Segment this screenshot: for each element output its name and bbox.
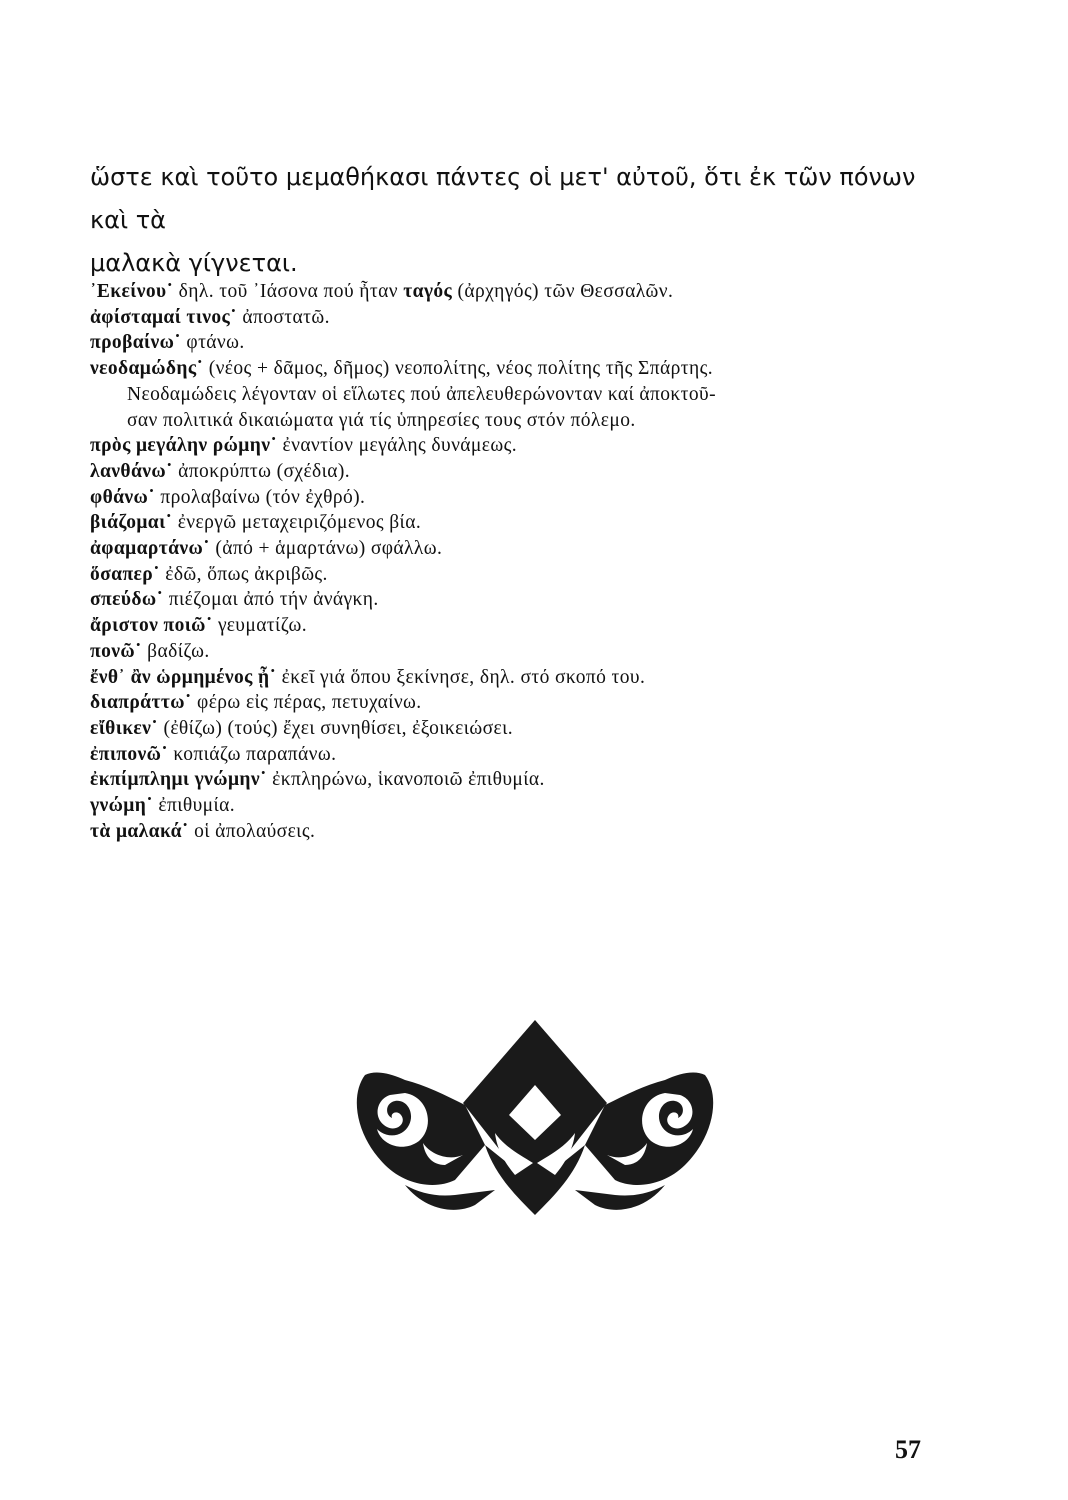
glossary-term: πονῶ˙ xyxy=(90,640,142,662)
glossary-term: διαπράττω˙ xyxy=(90,692,192,714)
glossary-term: βιάζομαι˙ xyxy=(90,512,173,534)
glossary-term: ἐκπίμπλημι γνώμην˙ xyxy=(90,769,267,791)
glossary-definition: ἐνεργῶ μεταχειριζόμενος βία. xyxy=(172,512,422,534)
glossary-entry xyxy=(90,433,970,459)
glossary-definition: ἐναντίον μεγάλης δυνάμεως. xyxy=(277,435,517,457)
glossary-term: ἔνθ᾿ ἂν ὡρμημένος ᾖ˙ xyxy=(90,666,277,688)
glossary-definition: φτάνω. xyxy=(181,332,245,354)
glossary-definition: βαδίζω. xyxy=(141,640,210,662)
glossary-definition: ἀποστατῶ. xyxy=(237,306,330,328)
quote-line-1: ὥστε καὶ τοῦτο μεμαθήκασι πάντες οἱ μετ' αὐτοῦ, ὅτι ἐκ τῶν πόνων καὶ τὰ xyxy=(90,163,916,234)
glossary-continuation-text: Νεοδαμώδεις λέγονταν οἱ εἵλωτες πού ἀπελευθερώνονταν καί ἀποκτοῦ- xyxy=(127,383,716,405)
glossary-definition: φέρω εἰς πέρας, πετυχαίνω. xyxy=(191,692,422,714)
glossary-continuation xyxy=(90,408,970,434)
glossary-term: ταγός xyxy=(403,281,453,302)
glossary-term: προβαίνω˙ xyxy=(90,332,182,354)
glossary-entry xyxy=(90,639,970,665)
glossary-entry xyxy=(90,690,970,716)
glossary-entry xyxy=(90,485,970,511)
glossary-term: ἄριστον ποιῶ˙ xyxy=(90,615,213,637)
glossary-entry xyxy=(90,279,970,305)
glossary-term: φθάνω˙ xyxy=(90,486,156,508)
glossary-term: πρὸς μεγάλην ρώμην˙ xyxy=(90,435,278,457)
glossary-term: νεοδαμώδης˙ xyxy=(90,358,204,380)
glossary-entry xyxy=(90,562,970,588)
glossary-definition: (νέος + δᾶμος, δῆμος) νεοπολίτης, νέος πολίτης τῆς Σπάρτης. xyxy=(203,358,714,380)
glossary-term: ἀφαμαρτάνω˙ xyxy=(90,538,211,560)
glossary-entry xyxy=(90,536,970,562)
glossary-continuation-text: σαν πολιτικά δικαιώματα γιά τίς ὑπηρεσίες τους στόν πόλεμο. xyxy=(127,409,636,431)
glossary-term: ᾿Εκείνου˙ xyxy=(90,281,174,302)
glossary-entry xyxy=(90,330,970,356)
glossary-definition: ἐδῶ, ὅπως ἀκριβῶς. xyxy=(159,563,328,585)
quote-text xyxy=(90,156,950,285)
glossary-entry xyxy=(90,356,970,382)
quote-line-2: μαλακὰ γίγνεται. xyxy=(90,249,298,277)
glossary-term: ὅσαπερ˙ xyxy=(90,563,160,585)
glossary-entry xyxy=(90,767,970,793)
glossary-definition: κοπιάζω παραπάνω. xyxy=(168,743,337,765)
glossary-definition: πιέζομαι ἀπό τήν ἀνάγκη. xyxy=(163,589,379,611)
glossary-term: τὰ μαλακά˙ xyxy=(90,820,189,842)
glossary-definition: ἐκεῖ γιά ὅπου ξεκίνησε, δηλ. στό σκοπό του. xyxy=(276,666,646,688)
glossary-entry xyxy=(90,793,970,819)
glossary-definition: (ἀπό + ἁμαρτάνω) σφάλλω. xyxy=(210,538,443,560)
glossary-list xyxy=(90,279,970,844)
glossary-entry xyxy=(90,587,970,613)
glossary-entry xyxy=(90,613,970,639)
glossary-entry xyxy=(90,716,970,742)
glossary-entry xyxy=(90,510,970,536)
page-number: 57 xyxy=(895,1435,921,1464)
glossary-term: ἐπιπονῶ˙ xyxy=(90,743,169,765)
glossary-entry xyxy=(90,665,970,691)
glossary-definition: ἐκπληρώνω, ἱκανοποιῶ ἐπιθυμία. xyxy=(266,769,545,791)
glossary-term: λανθάνω˙ xyxy=(90,460,173,482)
glossary-term: σπεύδω˙ xyxy=(90,589,164,611)
crown-scroll-ornament-icon xyxy=(345,1015,725,1225)
glossary-entry xyxy=(90,459,970,485)
glossary-definition: (ἐθίζω) (τούς) ἔχει συνηθίσει, ἐξοικειώσει. xyxy=(158,717,514,739)
glossary-definition: ἀποκρύπτω (σχέδια). xyxy=(172,460,351,482)
glossary-entry xyxy=(90,305,970,331)
glossary-definition: προλαβαίνω (τόν ἐχθρό). xyxy=(155,486,366,508)
glossary-entry xyxy=(90,742,970,768)
glossary-term: ἀφίσταμαί τινος˙ xyxy=(90,306,238,328)
glossary-term: εἴθικεν˙ xyxy=(90,717,159,739)
glossary-definition: γευματίζω. xyxy=(212,615,307,637)
glossary-definition: δηλ. τοῦ ᾿Ιάσονα πού ἦταν xyxy=(173,281,404,302)
glossary-continuation xyxy=(90,382,970,408)
glossary-definition: (ἀρχηγός) τῶν Θεσσαλῶν. xyxy=(452,281,674,302)
glossary-term: γνώμη˙ xyxy=(90,795,154,817)
glossary-definition: ἐπιθυμία. xyxy=(153,795,236,817)
glossary-definition: οἱ ἀπολαύσεις. xyxy=(188,820,316,842)
glossary-entry xyxy=(90,819,970,845)
